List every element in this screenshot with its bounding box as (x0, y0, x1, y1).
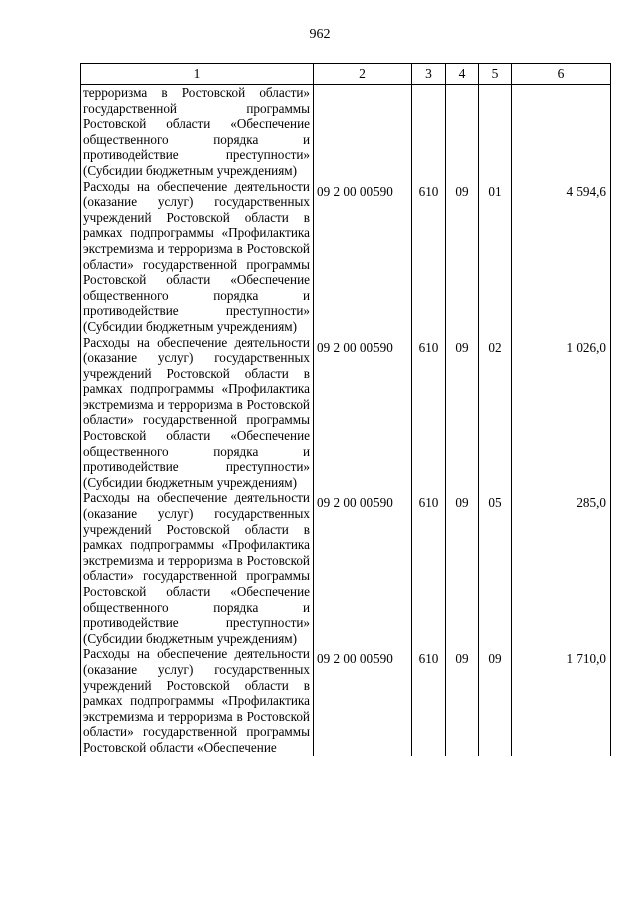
row-vr: 610 (412, 646, 446, 755)
row-amount: 1 026,0 (512, 335, 611, 491)
row-pr: 05 (479, 490, 512, 646)
col-header-4: 4 (446, 64, 479, 85)
header-row (81, 64, 611, 85)
row-description: Расходы на обеспечение деятельности (оказание услуг) государственных учреждений Ростовской области в рамках подпрограммы «Профилактика экстремизма и терроризма в Ростовской области» государственной программы Ростовской области «Обеспечение общественного порядка и противодействие преступности» (Субсидии бюджетным учреждениям) (81, 335, 314, 491)
row-pr (479, 85, 512, 179)
table-row (81, 490, 611, 646)
row-vr: 610 (412, 179, 446, 335)
row-description: Расходы на обеспечение деятельности (оказание услуг) государственных учреждений Ростовской области в рамках подпрограммы «Профилактика экстремизма и терроризма в Ростовской области» государственной программы Ростовской области «Обеспечение (81, 646, 314, 755)
table-row (81, 646, 611, 755)
row-amount: 285,0 (512, 490, 611, 646)
row-amount (512, 85, 611, 179)
row-code: 09 2 00 00590 (314, 335, 412, 491)
col-header-2: 2 (314, 64, 412, 85)
table-row (81, 335, 611, 491)
row-code (314, 85, 412, 179)
row-rz: 09 (446, 646, 479, 755)
row-code: 09 2 00 00590 (314, 490, 412, 646)
row-pr: 02 (479, 335, 512, 491)
row-pr: 01 (479, 179, 512, 335)
page-number: 962 (309, 27, 331, 42)
table-row (81, 85, 611, 179)
row-rz (446, 85, 479, 179)
row-vr (412, 85, 446, 179)
col-header-3: 3 (412, 64, 446, 85)
row-rz: 09 (446, 490, 479, 646)
row-vr: 610 (412, 335, 446, 491)
budget-table (80, 63, 611, 756)
row-vr: 610 (412, 490, 446, 646)
table-row (81, 179, 611, 335)
row-code: 09 2 00 00590 (314, 179, 412, 335)
row-pr: 09 (479, 646, 512, 755)
row-amount: 1 710,0 (512, 646, 611, 755)
row-rz: 09 (446, 179, 479, 335)
col-header-6: 6 (512, 64, 611, 85)
row-amount: 4 594,6 (512, 179, 611, 335)
row-rz: 09 (446, 335, 479, 491)
col-header-5: 5 (479, 64, 512, 85)
row-description: Расходы на обеспечение деятельности (оказание услуг) государственных учреждений Ростовской области в рамках подпрограммы «Профилактика экстремизма и терроризма в Ростовской области» государственной программы Ростовской области «Обеспечение общественного порядка и противодействие преступности» (Субсидии бюджетным учреждениям) (81, 490, 314, 646)
row-code: 09 2 00 00590 (314, 646, 412, 755)
col-header-1: 1 (81, 64, 314, 85)
row-description: Расходы на обеспечение деятельности (оказание услуг) государственных учреждений Ростовской области в рамках подпрограммы «Профилактика экстремизма и терроризма в Ростовской области» государственной программы Ростовской области «Обеспечение общественного порядка и противодействие преступности» (Субсидии бюджетным учреждениям) (81, 179, 314, 335)
row-description: терроризма в Ростовской области» государственной программы Ростовской области «Обеспечение общественного порядка и противодействие преступности» (Субсидии бюджетным учреждениям) (81, 85, 314, 179)
